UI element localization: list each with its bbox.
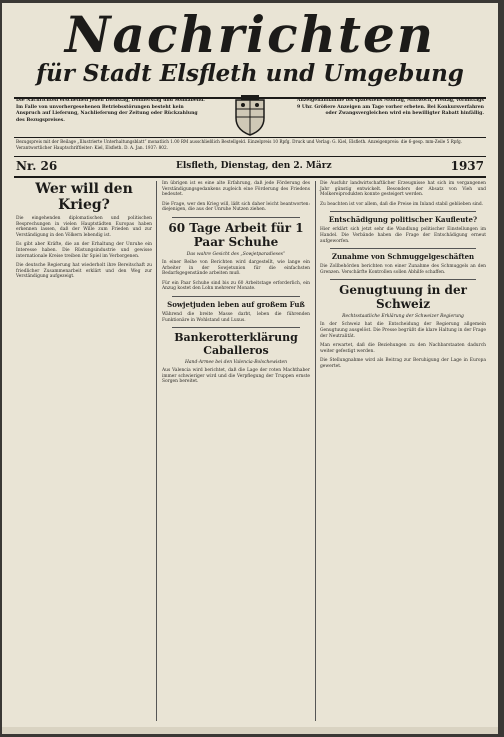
article-paragraph: Es gibt aber Kräfte, die an der Erhaltung der Unruhe ein Interesse haben. Die Rüstungsindustrie und gewisse internationale Kreise treiben ihr Spiel im Verborgenen. (16, 242, 152, 259)
article-paragraph: Die Frage, wer den Krieg will, läßt sich daher leicht beantworten: diejenigen, die aus der Unruhe Nutzen ziehen. (162, 201, 310, 213)
advert-info: Anzeigenannahme bis spätestens Montag, Mittwoch, Freitag, vormittags 9 Uhr. Größere Anzeigen am Tage vorher erbeten. Bei Konkursverfahren oder Zwangsvergleichen wird ein bewilligter Rabatt hinfällig. (296, 98, 484, 116)
issue-place-date: Elsfleth, Dienstag, den 2. März (176, 161, 332, 171)
column-right (320, 181, 486, 374)
article-paragraph: Aus Valencia wird berichtet, daß die Lage der roten Machthaber immer schwieriger wird und die Verpflegung der Truppen ernste Sorgen bereitet. (162, 368, 310, 385)
article-paragraph: In der Schweiz hat die Entscheidung der Regierung allgemein Genugtuung ausgelöst. Die Presse begrüßt die klare Haltung in der Frage der Neutralität. (320, 322, 486, 339)
separator (172, 217, 300, 218)
article-paragraph: Die deutsche Regierung hat wiederholt ihre Bereitschaft zu friedlicher Zusammenarbeit erklärt und den Weg zur Verständigung aufgezeigt. (16, 263, 152, 280)
masthead (12, 5, 488, 97)
imprint-rule (14, 156, 486, 157)
article-headline: Genugtuung in der Schweiz (339, 283, 467, 312)
separator (330, 248, 476, 249)
separator (330, 211, 476, 212)
article-paragraph: In einer Reihe von Berichten wird dargestellt, wie lange ein Arbeiter in der Sowjetunion für die einfachsten Bedarfsgegenstände arbeiten muß. (162, 259, 310, 277)
masthead-subtitle: für Stadt Elsfleth und Umgebung (36, 60, 464, 87)
article-headline: Bankerotterklärung Caballeros (174, 331, 298, 358)
separator (172, 327, 300, 328)
separator (172, 296, 300, 297)
separator (330, 279, 476, 280)
article-headline: Wer will den Krieg? (35, 181, 133, 213)
imprint: Bezugspreis mit der Beilage „Illustrierte Unterhaltungsblatt“ monatlich 1.00 RM ausschließlich Bestellgeld. Einzelpreis 10 Rpfg. Druck und Verlag: G. Kiel, Elsfleth. Anzeigenpreis: die 6-gesp. mm-Zeile 5 Rpfg. Verantwortlicher Hauptschriftleiter: Kiel, Elsfleth. D. A. Jan. 1937: 802. (16, 139, 462, 150)
article-headline: Sowjetjuden leben auf großem Fuß (167, 299, 305, 309)
article-subheadline: Hand-Armee bei den Valencia-Bolschewisten (184, 360, 288, 366)
article-paragraph: Die Ausfuhr landwirtschaftlicher Erzeugnisse hat sich im vergangenen Jahr günstig entwickelt. Besonders der Absatz von Vieh und Molkereiprodukten konnte gesteigert werden. (320, 181, 486, 198)
info-row (16, 98, 484, 136)
column-divider (156, 181, 157, 721)
publication-info: Die Nachrichten erscheinen jeden Dienstag, Donnerstag und Sonnabend. Im Falle von unvorhergesehenen Betriebsstörungen besteht kein Anspruch auf Lieferung, Nachlieferung der Zeitung oder Rückzahlung des Bezugspreises. (16, 98, 205, 123)
dateline (16, 159, 484, 175)
article-paragraph: Man erwartet, daß die Beziehungen zu den Nachbarstaaten dadurch weiter gefestigt werden. (320, 343, 486, 354)
article-paragraph: Während die breite Masse darbt, leben die führenden Funktionäre in Wohlstand und Luxus. (162, 311, 310, 323)
article-paragraph: Zu beachten ist vor allem, daß die Preise im Inland stabil geblieben sind. (320, 201, 484, 207)
column-divider (315, 181, 316, 721)
article-subheadline: Rechtsstaatliche Erklärung der Schweizer Regierung (342, 314, 464, 320)
page-bottom-edge (2, 727, 498, 734)
info-rule (14, 137, 486, 138)
masthead-title: Nachrichten (64, 5, 436, 64)
issue-year: 1937 (450, 159, 484, 173)
dateline-rule (14, 176, 486, 178)
article-paragraph: Die Stellungnahme wird als Beitrag zur Beruhigung der Lage in Europa gewertet. (320, 358, 486, 369)
article-paragraph: Die eingehenden diplomatischen und politischen Besprechungen in vielen Hauptstädten Europas haben erkennen lassen, daß der Wille zum Frieden und zur Verständigung in den Völkern lebendig ist. (16, 216, 152, 238)
article-paragraph: Die Zollbehörden berichten von einer Zunahme des Schmuggels an den Grenzen. Verschärfte Kontrollen sollen Abhilfe schaffen. (320, 264, 486, 275)
article-headline: Entschädigung politischer Kaufleute? (328, 215, 478, 225)
article-subheadline: Das wahre Gesicht des „Sowjetparadieses“ (186, 251, 286, 257)
article-paragraph: Hier erklärt sich jetzt sehr die Wandlung politischer Einstellungen im Handel. Die Verbände haben die Frage der Entschädigung erneut aufgeworfen. (320, 227, 486, 244)
column-middle (162, 181, 310, 389)
town-crest-icon (228, 94, 272, 138)
column-left (16, 181, 152, 284)
issue-number: Nr. 26 (16, 159, 58, 173)
article-headline: Zunahme von Schmuggelgeschäften (331, 252, 475, 262)
article-paragraph: Für ein Paar Schuhe sind bis zu 60 Arbeitstage erforderlich, ein Anzug kostet den Lohn mehrerer Monate. (162, 280, 310, 292)
article-paragraph: Im übrigen ist es eine alte Erfahrung, daß jede Förderung des Verständigungsgedankens zugleich eine Förderung des Friedens bedeutet. (162, 181, 310, 198)
newspaper-page (2, 3, 498, 734)
article-headline: 60 Tage Arbeit für 1 Paar Schuhe (168, 220, 304, 249)
